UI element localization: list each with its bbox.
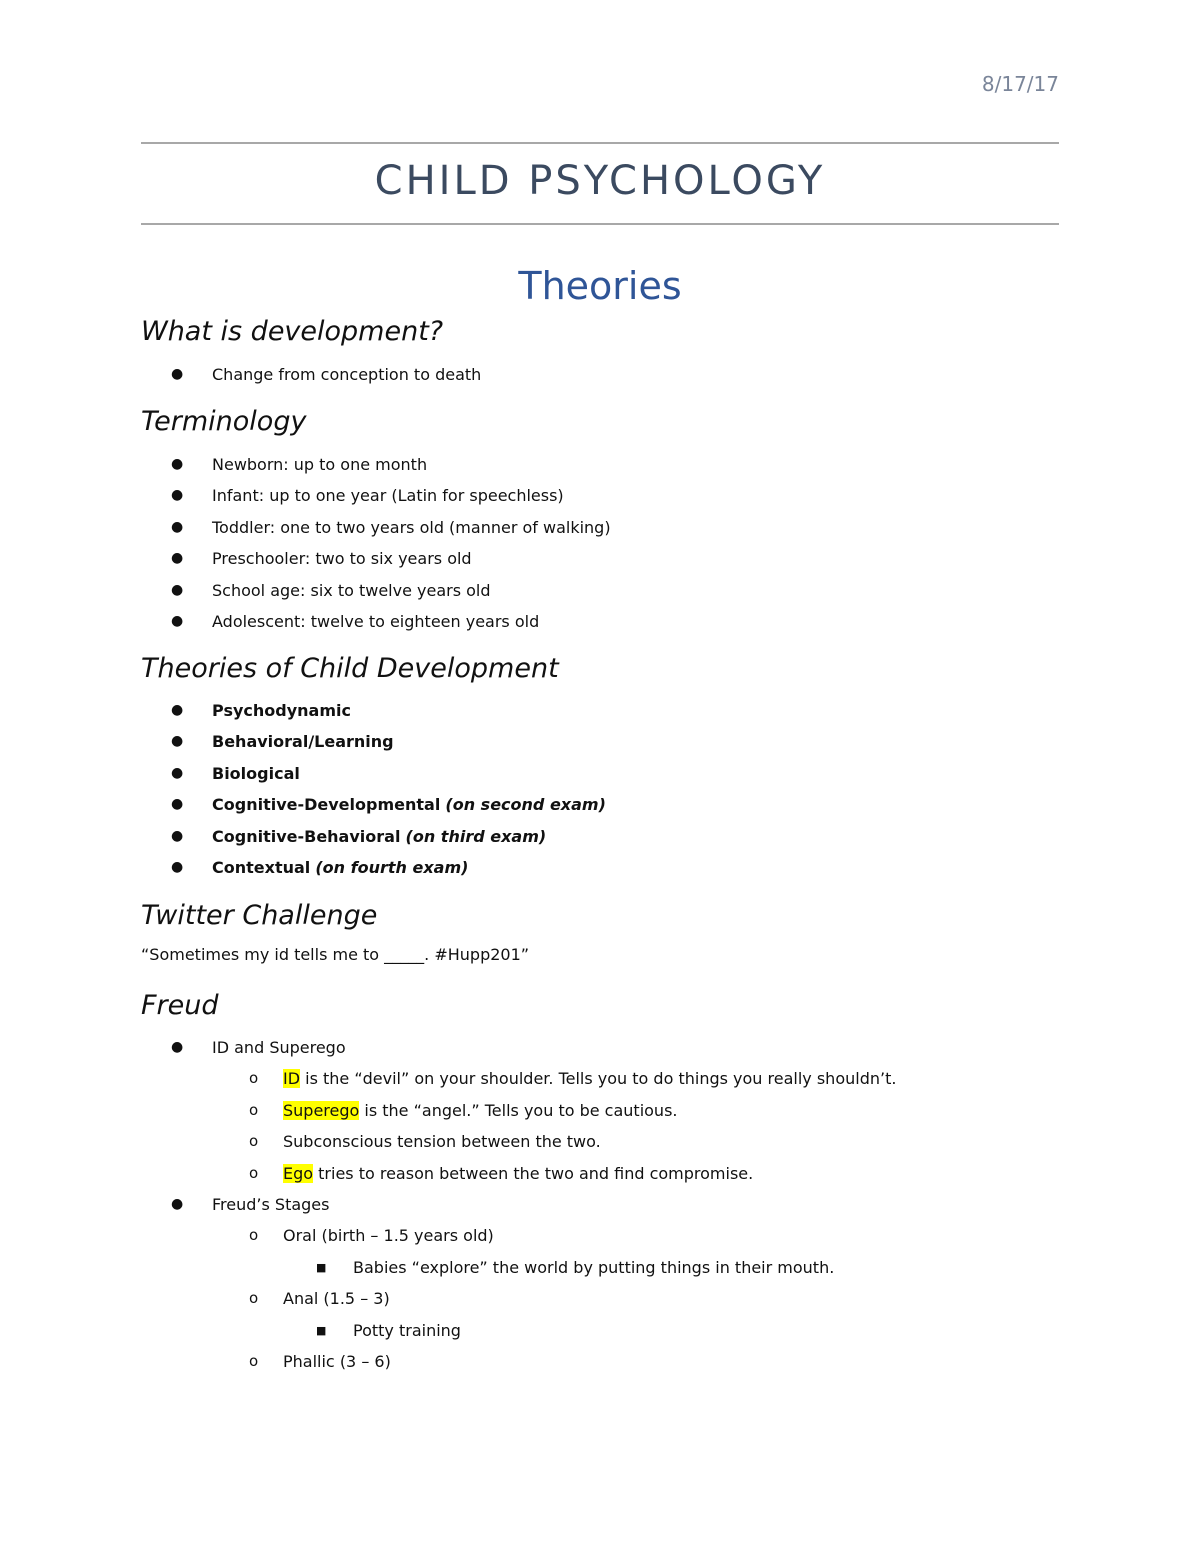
- bullet-icon: ●: [171, 733, 184, 750]
- bullet-icon: ●: [171, 518, 184, 535]
- highlight-id: ID: [283, 1069, 301, 1089]
- section-title: Theories: [518, 264, 682, 308]
- bullet-icon: ●: [171, 764, 184, 781]
- bullet-icon: ●: [171, 1195, 184, 1212]
- hollow-bullet-icon: o: [249, 1132, 259, 1151]
- title-bottom-rule: [141, 223, 1059, 225]
- bullet-icon: ●: [171, 581, 184, 598]
- highlight-ego: Ego: [283, 1163, 314, 1183]
- hollow-bullet-icon: o: [249, 1163, 259, 1182]
- heading-twitter-challenge: Twitter Challenge: [141, 900, 378, 931]
- heading-what-is-development: What is development?: [141, 316, 444, 347]
- bullet-icon: ●: [171, 827, 184, 844]
- twitter-challenge-text: “Sometimes my id tells me to _____. #Hupp201”: [141, 945, 530, 964]
- heading-terminology: Terminology: [141, 406, 307, 437]
- square-bullet-icon: ■: [316, 1260, 327, 1274]
- document-date: 8/17/17: [981, 72, 1059, 96]
- bullet-icon: ●: [171, 366, 184, 382]
- bullet-icon: ●: [171, 487, 184, 504]
- hollow-bullet-icon: o: [249, 1226, 259, 1245]
- bullet-icon: ●: [171, 702, 184, 718]
- hollow-bullet-icon: o: [249, 1069, 259, 1088]
- bullet-icon: ●: [171, 796, 184, 813]
- heading-freud: Freud: [141, 990, 219, 1021]
- hollow-bullet-icon: o: [249, 1351, 259, 1370]
- highlight-superego: Superego: [283, 1100, 360, 1120]
- hollow-bullet-icon: o: [249, 1289, 259, 1308]
- bullet-icon: ●: [171, 1039, 184, 1055]
- heading-theories-of-child-development: Theories of Child Development: [141, 653, 559, 684]
- bullet-icon: ●: [171, 550, 184, 567]
- hollow-bullet-icon: o: [249, 1100, 259, 1119]
- bullet-icon: ●: [171, 612, 184, 629]
- title-top-rule: [141, 142, 1059, 144]
- bullet-icon: ●: [171, 858, 184, 875]
- bullet-icon: ●: [171, 456, 184, 472]
- square-bullet-icon: ■: [316, 1323, 327, 1337]
- document-title: CHILD PSYCHOLOGY: [374, 158, 826, 204]
